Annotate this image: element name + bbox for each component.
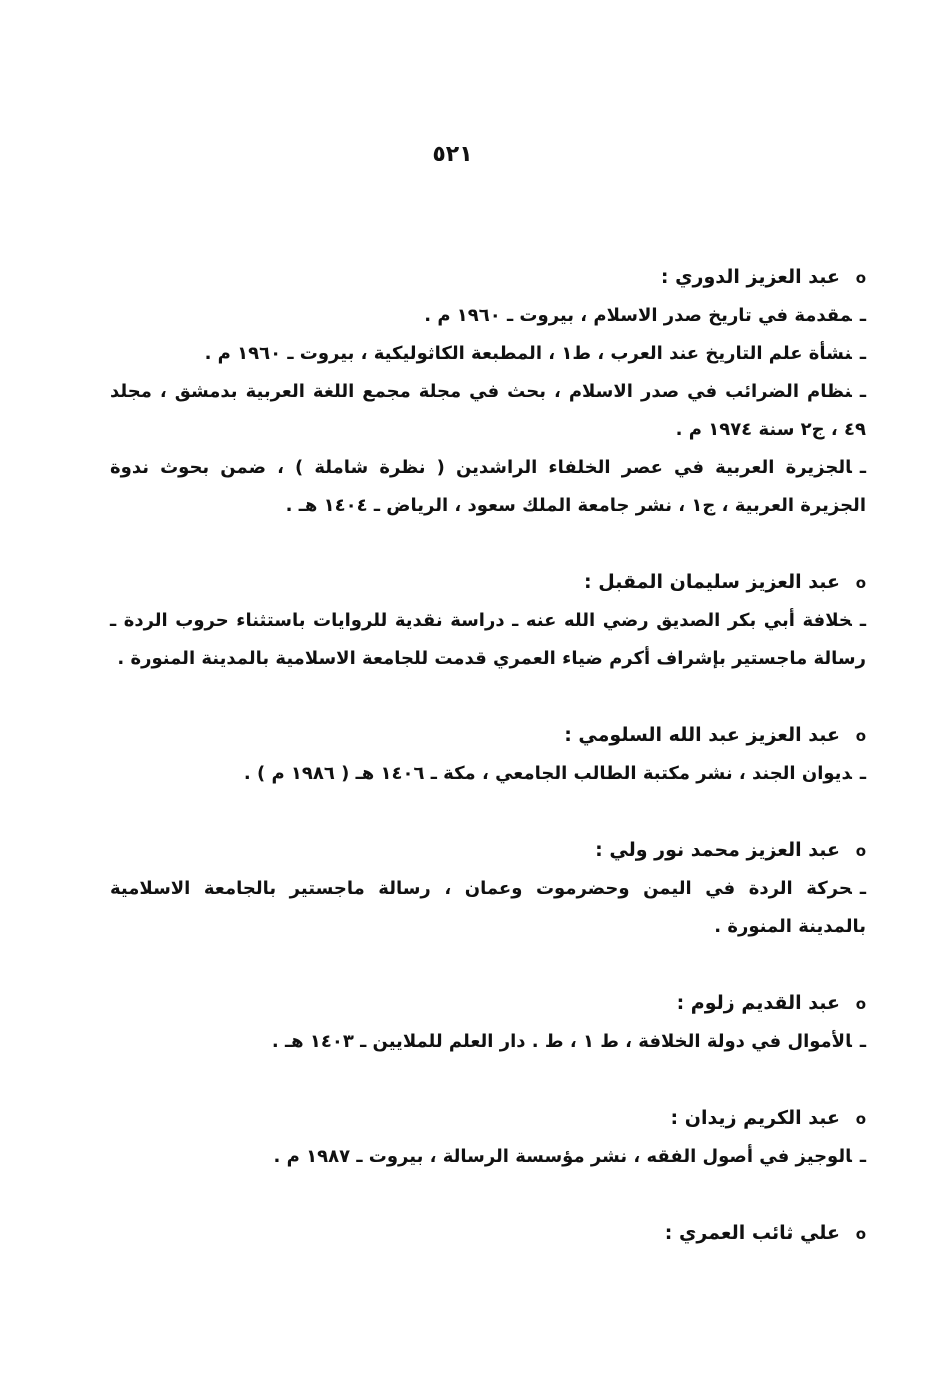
work-text: الوجيز في أصول الفقه ، نشر مؤسسة الرسالة ، بيروت ـ ١٩٨٧ م . [273,1146,852,1167]
bibliography-entry [110,984,866,1061]
circle-bullet-icon: o [855,727,866,745]
page-number: ٥٢١ [432,142,473,167]
bibliography-entry [110,1214,866,1253]
author-name: علي ثائب العمري : [664,1222,840,1244]
work-item: ـنشأة علم التاريخ عند العرب ، ط١ ، المطبعة الكاثوليكية ، بيروت ـ ١٩٦٠ م . [204,343,866,364]
work-text: الجزيرة العربية في عصر الخلفاء الراشدين ( نظرة شاملة ) ، ضمن بحوث ندوة الجزيرة العربية ، ج١ ، نشر جامعة الملك سعود ، الرياض ـ ١٤٠٤ هـ . [110,457,866,516]
work-item: ـالأموال في دولة الخلافة ، ط ١ ، ط . دار العلم للملايين ـ ١٤٠٣ هـ . [271,1031,866,1052]
bibliography-entry [110,831,866,946]
author-name: عبد العزيز عبد الله السلومي : [564,724,840,746]
work-item: ـخلافة أبي بكر الصديق رضي الله عنه ـ دراسة نقدية للروايات باستثناء حروب الردة ـ رسالة ماجستير بإشراف أكرم ضياء العمري قدمت للجامعة الاسلامية بالمدينة المنورة . [110,610,866,669]
circle-bullet-icon: o [855,842,866,860]
circle-bullet-icon: o [855,574,866,592]
work-text: نشأة علم التاريخ عند العرب ، ط١ ، المطبعة الكاثوليكية ، بيروت ـ ١٩٦٠ م . [204,343,852,364]
work-text: مقدمة في تاريخ صدر الاسلام ، بيروت ـ ١٩٦٠ م . [424,305,852,326]
author-heading [110,1099,866,1138]
author-heading [110,258,866,297]
work-text: حركة الردة في اليمن وحضرموت وعمان ، رسالة ماجستير بالجامعة الاسلامية بالمدينة المنورة . [110,878,866,937]
bibliography-entry [110,258,866,525]
work-item: ـمقدمة في تاريخ صدر الاسلام ، بيروت ـ ١٩٦٠ م . [424,305,866,326]
author-heading [110,984,866,1023]
circle-bullet-icon: o [855,1225,866,1243]
author-heading [110,563,866,602]
work-text: خلافة أبي بكر الصديق رضي الله عنه ـ دراسة نقدية للروايات باستثناء حروب الردة ـ رسالة ماجستير بإشراف أكرم ضياء العمري قدمت للجامعة الاسلامية بالمدينة المنورة . [110,610,866,669]
work-item: ـديوان الجند ، نشر مكتبة الطالب الجامعي ، مكة ـ ١٤٠٦ هـ ( ١٩٨٦ م ) . [243,763,866,784]
bibliography-entry [110,1099,866,1176]
work-text: الأموال في دولة الخلافة ، ط ١ ، ط . دار العلم للملايين ـ ١٤٠٣ هـ . [271,1031,852,1052]
work-item: ـحركة الردة في اليمن وحضرموت وعمان ، رسالة ماجستير بالجامعة الاسلامية بالمدينة المنورة . [110,878,866,937]
author-name: عبد العزيز سليمان المقبل : [584,571,840,593]
author-name: عبد العزيز محمد نور ولي : [595,839,840,861]
work-text: ديوان الجند ، نشر مكتبة الطالب الجامعي ، مكة ـ ١٤٠٦ هـ ( ١٩٨٦ م ) . [243,763,852,784]
author-heading [110,716,866,755]
work-item: ـالجزيرة العربية في عصر الخلفاء الراشدين ( نظرة شاملة ) ، ضمن بحوث ندوة الجزيرة العربية ، ج١ ، نشر جامعة الملك سعود ، الرياض ـ ١٤٠٤ هـ . [110,457,866,516]
bibliography-entry [110,716,866,793]
author-heading [110,1214,866,1253]
author-name: عبد الكريم زيدان : [670,1107,840,1129]
author-name: عبد العزيز الدوري : [660,266,840,288]
circle-bullet-icon: o [855,1110,866,1128]
bibliography-list [110,258,866,1291]
circle-bullet-icon: o [855,269,866,287]
work-item: ـنظام الضرائب في صدر الاسلام ، بحث في مجلة مجمع اللغة العربية بدمشق ، مجلد ٤٩ ، ج٢ سنة ١٩٧٤ م . [110,381,866,440]
author-heading [110,831,866,870]
bibliography-entry [110,563,866,678]
circle-bullet-icon: o [855,995,866,1013]
work-item: ـالوجيز في أصول الفقه ، نشر مؤسسة الرسالة ، بيروت ـ ١٩٨٧ م . [273,1146,866,1167]
author-name: عبد القديم زلوم : [676,992,840,1014]
work-text: نظام الضرائب في صدر الاسلام ، بحث في مجلة مجمع اللغة العربية بدمشق ، مجلد ٤٩ ، ج٢ سنة ١٩٧٤ م . [110,381,866,440]
